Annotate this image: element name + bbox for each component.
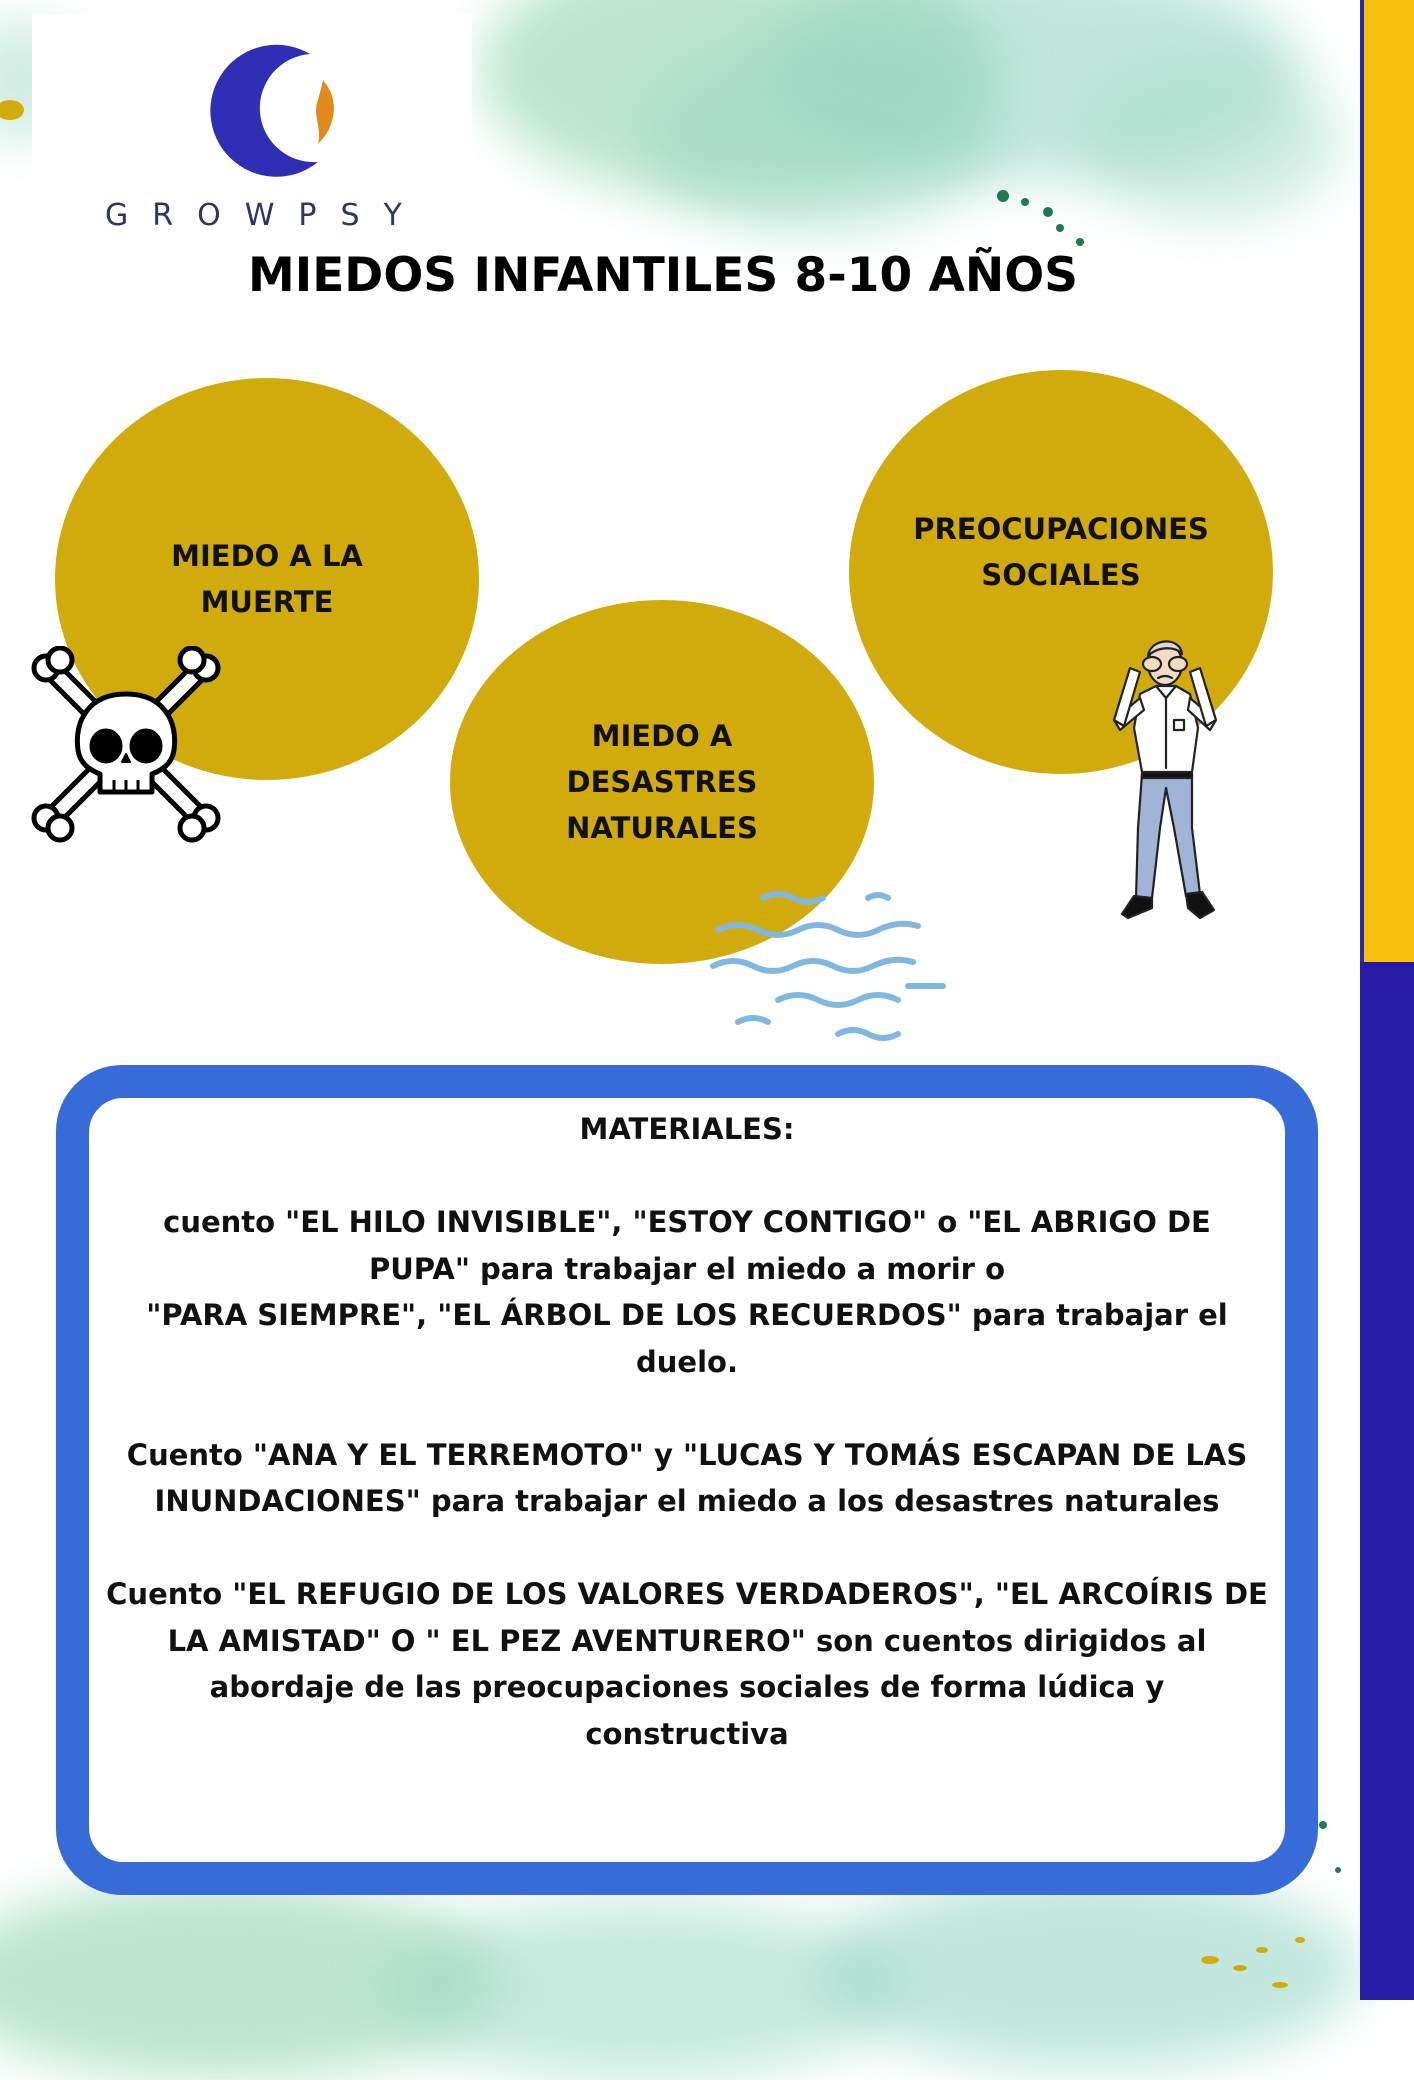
materials-paragraph-disasters: Cuento "ANA Y EL TERREMOTO" y "LUCAS Y TOMÁS ESCAPAN DE LAS INUNDACIONES" para trabajar el miedo a los desastres naturales bbox=[126, 1437, 1248, 1518]
growpsy-logo-icon bbox=[190, 26, 350, 186]
fear-label-death: MIEDO A LA MUERTE bbox=[171, 539, 363, 619]
skull-crossbones-icon bbox=[26, 646, 226, 846]
water-waves-icon bbox=[708, 886, 948, 1046]
fear-label-disasters: MIEDO A DESASTRES NATURALES bbox=[566, 719, 758, 845]
materials-heading: MATERIALES: bbox=[579, 1112, 795, 1146]
materials-panel bbox=[89, 1098, 1285, 1862]
materials-paragraph-social: Cuento "EL REFUGIO DE LOS VALORES VERDADEROS", "EL ARCOÍRIS DE LA AMISTAD" O " EL PEZ AVENTURERO" son cuentos dirigidos al abordaje de las preocupaciones sociales de forma lúdica y constructiva bbox=[106, 1577, 1268, 1751]
worried-man-figure bbox=[1100, 628, 1240, 928]
materials-frame bbox=[56, 1065, 1318, 1895]
page-title: MIEDOS INFANTILES 8-10 AÑOS bbox=[247, 248, 1079, 303]
brand-name: GROWPSY bbox=[105, 198, 426, 233]
accent-stripe-yellow bbox=[1360, 0, 1414, 962]
accent-stripe-blue bbox=[1360, 962, 1414, 2000]
materials-paragraph-death: cuento "EL HILO INVISIBLE", "ESTOY CONTIGO" o "EL ABRIGO DE PUPA" para trabajar el miedo a morir o "PARA SIEMPRE", "EL ÁRBOL DE LOS RECUERDOS" para trabajar el duelo. bbox=[146, 1205, 1228, 1379]
fear-label-social: PREOCUPACIONES SOCIALES bbox=[913, 512, 1209, 592]
